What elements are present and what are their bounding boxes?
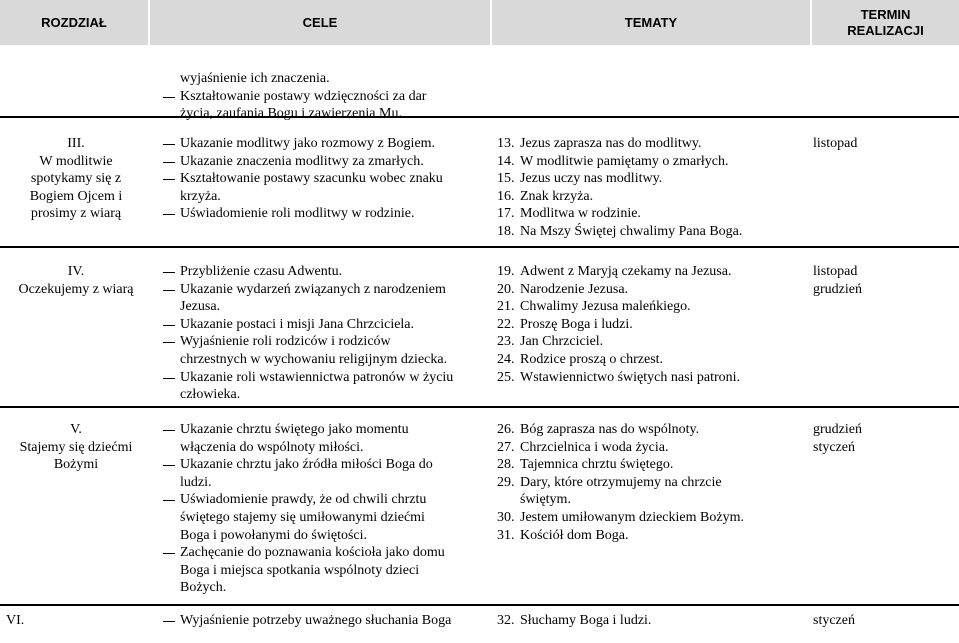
goal-text: Bożych.	[180, 580, 227, 596]
topic-text: Jestem umiłowanym dzieckiem Bożym.	[520, 510, 744, 525]
section-number: V.	[70, 422, 82, 437]
section-title-line: W modlitwie	[39, 153, 113, 169]
topic-number: 30.	[497, 510, 515, 525]
goal-text: Kształtowanie postawy wdzięczności za dar	[180, 88, 427, 104]
topic-number: 18.	[497, 224, 515, 239]
topic-text: świętym.	[520, 492, 571, 508]
bullet-dash	[163, 290, 175, 291]
topic-number: 25.	[497, 369, 515, 385]
section-title	[6, 612, 146, 630]
topic-number: 32.	[497, 613, 515, 628]
topic-number: 21.	[497, 299, 515, 315]
section-title-line: Stajemy się dziećmi	[19, 439, 133, 455]
term-text: listopad	[813, 264, 858, 279]
header-rozdzial: ROZDZIAŁ	[41, 14, 107, 30]
bullet-dash	[163, 144, 175, 145]
header-termin	[812, 0, 959, 45]
topic-number: 14.	[497, 153, 515, 169]
topic-number: 13.	[497, 136, 515, 151]
goal-text: Jezusa.	[180, 299, 221, 315]
topic-text: Rodzice proszą o chrzest.	[520, 352, 664, 367]
topic-text: Wstawiennictwo świętych nasi patroni.	[520, 369, 741, 385]
goal-text: wyjaśnienie ich znaczenia.	[180, 71, 330, 86]
topic-number: 27.	[497, 439, 515, 455]
bullet-dash	[163, 325, 175, 326]
section-title	[6, 421, 146, 474]
bullet-dash	[163, 378, 175, 379]
goal-text: Ukazanie chrztu jako źródła miłości Boga do	[180, 457, 433, 473]
section-number: VI.	[6, 613, 25, 628]
bullet-dash	[163, 162, 175, 163]
topic-text: Jezus uczy nas modlitwy.	[520, 171, 663, 187]
topic-text: Słuchamy Boga i ludzi.	[520, 613, 652, 628]
topic-number: 15.	[497, 171, 515, 187]
section-title	[6, 263, 146, 298]
goal-text: Kształtowanie postawy szacunku wobec znaku	[180, 171, 443, 187]
goal-text: Uświadomienie prawdy, że od chwili chrztu	[180, 492, 427, 508]
bullet-dash	[163, 179, 175, 180]
goal-text: Ukazanie wydarzeń związanych z narodzeniem	[180, 281, 446, 297]
topic-number: 29.	[497, 474, 515, 490]
header-termin-line1: TERMIN	[860, 6, 911, 22]
section-title-line: prosimy z wiarą	[30, 206, 122, 222]
topic-text: Chrzcielnica i woda życia.	[520, 439, 669, 455]
section-number: IV.	[67, 264, 85, 279]
goal-text: Wyjaśnienie roli rodziców i rodziców	[180, 334, 391, 350]
topic-text: Modlitwa w rodzinie.	[520, 206, 641, 222]
topic-text: Proszę Boga i ludzi.	[520, 316, 633, 332]
topic-number: 17.	[497, 206, 515, 222]
section-separator	[0, 604, 959, 606]
goal-text: chrzestnych w wychowaniu religijnym dziecka.	[180, 352, 448, 367]
term-text: styczeń	[813, 613, 855, 628]
header-termin-line2: REALIZACJI	[847, 22, 924, 38]
topic-number: 19.	[497, 264, 515, 279]
section-title-line: Bożymi	[53, 457, 99, 473]
goal-text: Boga i powołanymi do świętości.	[180, 527, 368, 543]
header-cele: CELE	[302, 14, 338, 30]
topic-text: Narodzenie Jezusa.	[520, 281, 629, 297]
term-text: grudzień	[813, 281, 862, 297]
goal-text: życia, zaufania Bogu i zawierzenia Mu.	[180, 106, 402, 122]
goal-text: człowieka.	[180, 387, 241, 403]
bullet-dash	[163, 553, 175, 554]
goal-text: włączenia do wspólnoty miłości.	[180, 439, 364, 455]
goal-text: Wyjaśnienie potrzeby uważnego słuchania Boga	[180, 613, 452, 628]
bullet-dash	[163, 97, 175, 98]
section-title-line: Bogiem Ojcem i	[29, 188, 123, 204]
section-separator	[0, 116, 959, 118]
bullet-dash	[163, 430, 175, 431]
section-title-line: Oczekujemy z wiarą	[18, 281, 134, 297]
goal-text: Ukazanie chrztu świętego jako momentu	[180, 422, 409, 437]
topic-text: Znak krzyża.	[520, 188, 594, 204]
topic-number: 31.	[497, 527, 515, 543]
topic-text: Dary, które otrzymujemy na chrzcie	[520, 474, 722, 490]
topic-text: W modlitwie pamiętamy o zmarłych.	[520, 153, 729, 169]
topic-number: 16.	[497, 188, 515, 204]
bullet-dash	[163, 342, 175, 343]
topic-number: 22.	[497, 316, 515, 332]
goal-text: Ukazanie znaczenia modlitwy za zmarłych.	[180, 153, 424, 169]
topic-text: Tajemnica chrztu świętego.	[520, 457, 674, 473]
section-title-line: spotykamy się z	[30, 171, 122, 187]
section-number: III.	[67, 136, 85, 151]
section-title	[6, 135, 146, 223]
goal-text: Ukazanie modlitwy jako rozmowy z Bogiem.	[180, 136, 436, 151]
bullet-dash	[163, 272, 175, 273]
topic-number: 26.	[497, 422, 515, 437]
topic-number: 24.	[497, 352, 515, 367]
topic-text: Kościół dom Boga.	[520, 527, 629, 543]
header-tematy: TEMATY	[624, 14, 678, 30]
topic-text: Bóg zaprasza nas do wspólnoty.	[520, 422, 700, 437]
goal-text: Boga i miejsca spotkania wspólnoty dzieci	[180, 562, 420, 578]
topic-text: Chwalimy Jezusa maleńkiego.	[520, 299, 691, 315]
topic-text: Jan Chrzciciel.	[520, 334, 604, 350]
section-separator	[0, 246, 959, 248]
term-text: listopad	[813, 136, 858, 151]
goal-text: krzyża.	[180, 188, 221, 204]
goal-text: ludzi.	[180, 474, 212, 490]
table-header	[0, 0, 959, 45]
topic-text: Jezus zaprasza nas do modlitwy.	[520, 136, 702, 151]
topic-text: Na Mszy Świętej chwalimy Pana Boga.	[520, 224, 743, 239]
goal-text: świętego stajemy się umiłowanymi dziećmi	[180, 510, 425, 525]
goal-text: Zachęcanie do poznawania kościoła jako domu	[180, 545, 445, 561]
topic-number: 20.	[497, 281, 515, 297]
bullet-dash	[163, 621, 175, 622]
topic-text: Adwent z Maryją czekamy na Jezusa.	[520, 264, 732, 279]
bullet-dash	[163, 500, 175, 501]
goal-text: Ukazanie postaci i misji Jana Chrzciciela.	[180, 316, 415, 332]
topic-number: 28.	[497, 457, 515, 473]
goal-text: Uświadomienie roli modlitwy w rodzinie.	[180, 206, 415, 222]
bullet-dash	[163, 214, 175, 215]
term-text: grudzień	[813, 422, 862, 437]
section-separator	[0, 406, 959, 408]
goal-text: Ukazanie roli wstawiennictwa patronów w życiu	[180, 369, 454, 385]
goal-text: Przybliżenie czasu Adwentu.	[180, 264, 343, 279]
term-text: styczeń	[813, 439, 855, 455]
topic-number: 23.	[497, 334, 515, 350]
bullet-dash	[163, 465, 175, 466]
